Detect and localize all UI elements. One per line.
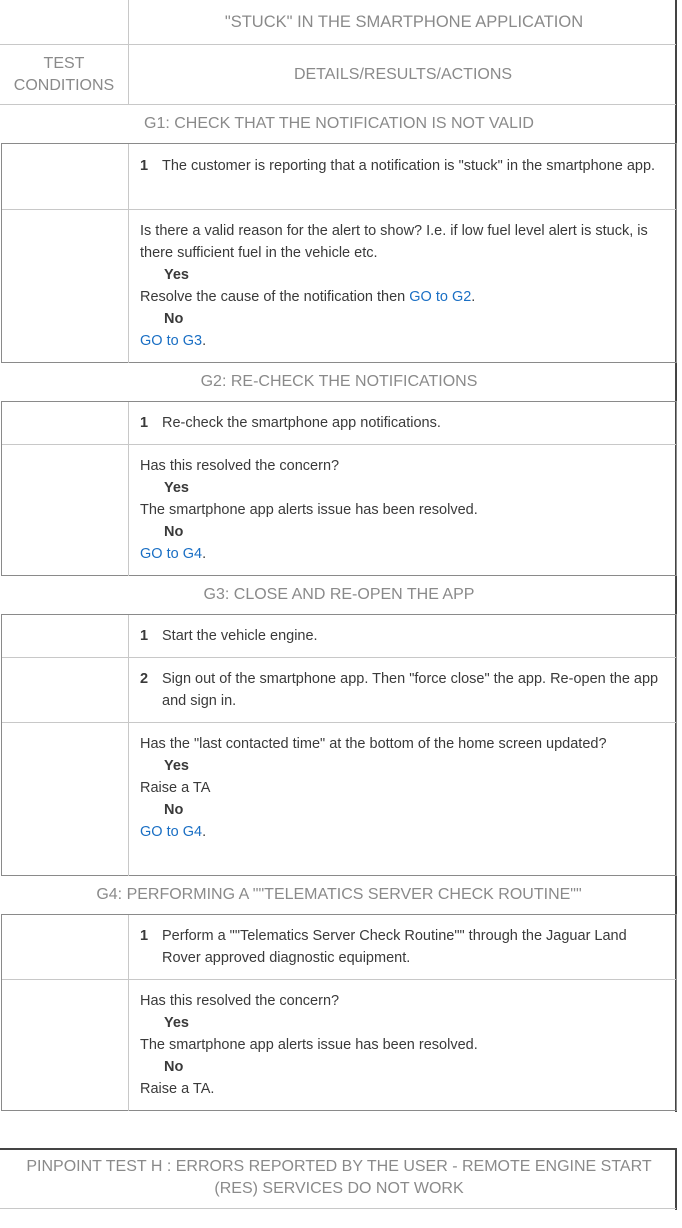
step-g2-1 [140, 412, 668, 434]
column-divider [128, 144, 129, 363]
go-to-g2-link[interactable]: GO to G2 [409, 289, 472, 305]
section-heading-g3: G3: CLOSE AND RE-OPEN THE APP [203, 586, 475, 603]
yes-label: Yes [164, 480, 189, 496]
result-g2 [140, 455, 668, 565]
yes-action: Resolve the cause of the notification then GO to G2. [140, 289, 476, 305]
no-action: GO to G4. [140, 546, 207, 562]
pinpoint-line-2: (RES) SERVICES DO NOT WORK [214, 1180, 464, 1197]
yes-action: The smartphone app alerts issue has been resolved. [140, 502, 478, 518]
step-text: The customer is reporting that a notification is "stuck" in the smartphone app. [162, 158, 656, 174]
column-divider [128, 402, 129, 576]
divider [2, 209, 676, 210]
step-number: 1 [140, 415, 149, 431]
section-heading-g2: G2: RE-CHECK THE NOTIFICATIONS [200, 373, 478, 390]
question-text: Is there a valid reason for the alert to show? I.e. if low fuel level alert is stuck, is there sufficient fuel in the vehicle etc. [140, 223, 648, 261]
pinpoint-line-1: PINPOINT TEST H : ERRORS REPORTED BY THE USER - REMOTE ENGINE START [26, 1158, 652, 1175]
go-to-g3-link[interactable]: GO to G3 [140, 333, 203, 349]
step-text: Start the vehicle engine. [162, 628, 318, 644]
section-heading-g4: G4: PERFORMING A ""TELEMATICS SERVER CHECK ROUTINE"" [96, 886, 582, 903]
column-divider [128, 615, 129, 876]
no-label: No [164, 1059, 184, 1075]
no-action: Raise a TA. [140, 1081, 215, 1097]
pinpoint-test-h-heading [0, 1156, 678, 1200]
divider [2, 444, 676, 445]
step-g3-1 [140, 625, 668, 647]
step-number: 1 [140, 628, 149, 644]
result-g4 [140, 990, 668, 1100]
go-to-g4-link[interactable]: GO to G4 [140, 824, 203, 840]
result-g3 [140, 733, 668, 843]
yes-action: Raise a TA [140, 780, 211, 796]
no-label: No [164, 802, 184, 818]
result-g1 [140, 220, 668, 352]
question-text: Has this resolved the concern? [140, 993, 340, 1009]
no-action: GO to G4. [140, 824, 207, 840]
no-action: GO to G3. [140, 333, 207, 349]
step-number: 1 [140, 158, 149, 174]
divider [0, 1148, 676, 1150]
section-heading-g1: G1: CHECK THAT THE NOTIFICATION IS NOT VALID [144, 115, 534, 132]
yes-label: Yes [164, 758, 189, 774]
page-title: "STUCK" IN THE SMARTPHONE APPLICATION [224, 12, 584, 31]
step-number: 2 [140, 671, 149, 687]
no-label: No [164, 311, 184, 327]
divider [2, 657, 676, 658]
question-text: Has the "last contacted time" at the bottom of the home screen updated? [140, 736, 607, 752]
yes-label: Yes [164, 1015, 189, 1031]
divider [2, 722, 676, 723]
divider [0, 44, 676, 45]
column-divider [128, 915, 129, 1111]
yes-action-text: Resolve the cause of the notification then [140, 289, 410, 305]
yes-action: The smartphone app alerts issue has been resolved. [140, 1037, 478, 1053]
divider [2, 979, 676, 980]
question-text: Has this resolved the concern? [140, 458, 340, 474]
step-g4-1 [140, 925, 668, 969]
column-header-test-conditions: TEST CONDITIONS [13, 55, 115, 94]
no-label: No [164, 524, 184, 540]
step-number: 1 [140, 928, 149, 944]
step-text: Perform a ""Telematics Server Check Routine"" through the Jaguar Land Rover approved diagnostic equipment. [162, 928, 627, 966]
step-g3-2 [140, 668, 668, 712]
step-text: Re-check the smartphone app notifications. [162, 415, 441, 431]
step-text: Sign out of the smartphone app. Then "force close" the app. Re-open the app and sign in. [162, 671, 659, 709]
step-g1-1 [140, 155, 668, 177]
divider [0, 1208, 676, 1209]
go-to-g4-link[interactable]: GO to G4 [140, 546, 203, 562]
column-divider [128, 0, 129, 104]
column-header-details: DETAILS/RESULTS/ACTIONS [293, 66, 513, 83]
yes-label: Yes [164, 267, 189, 283]
